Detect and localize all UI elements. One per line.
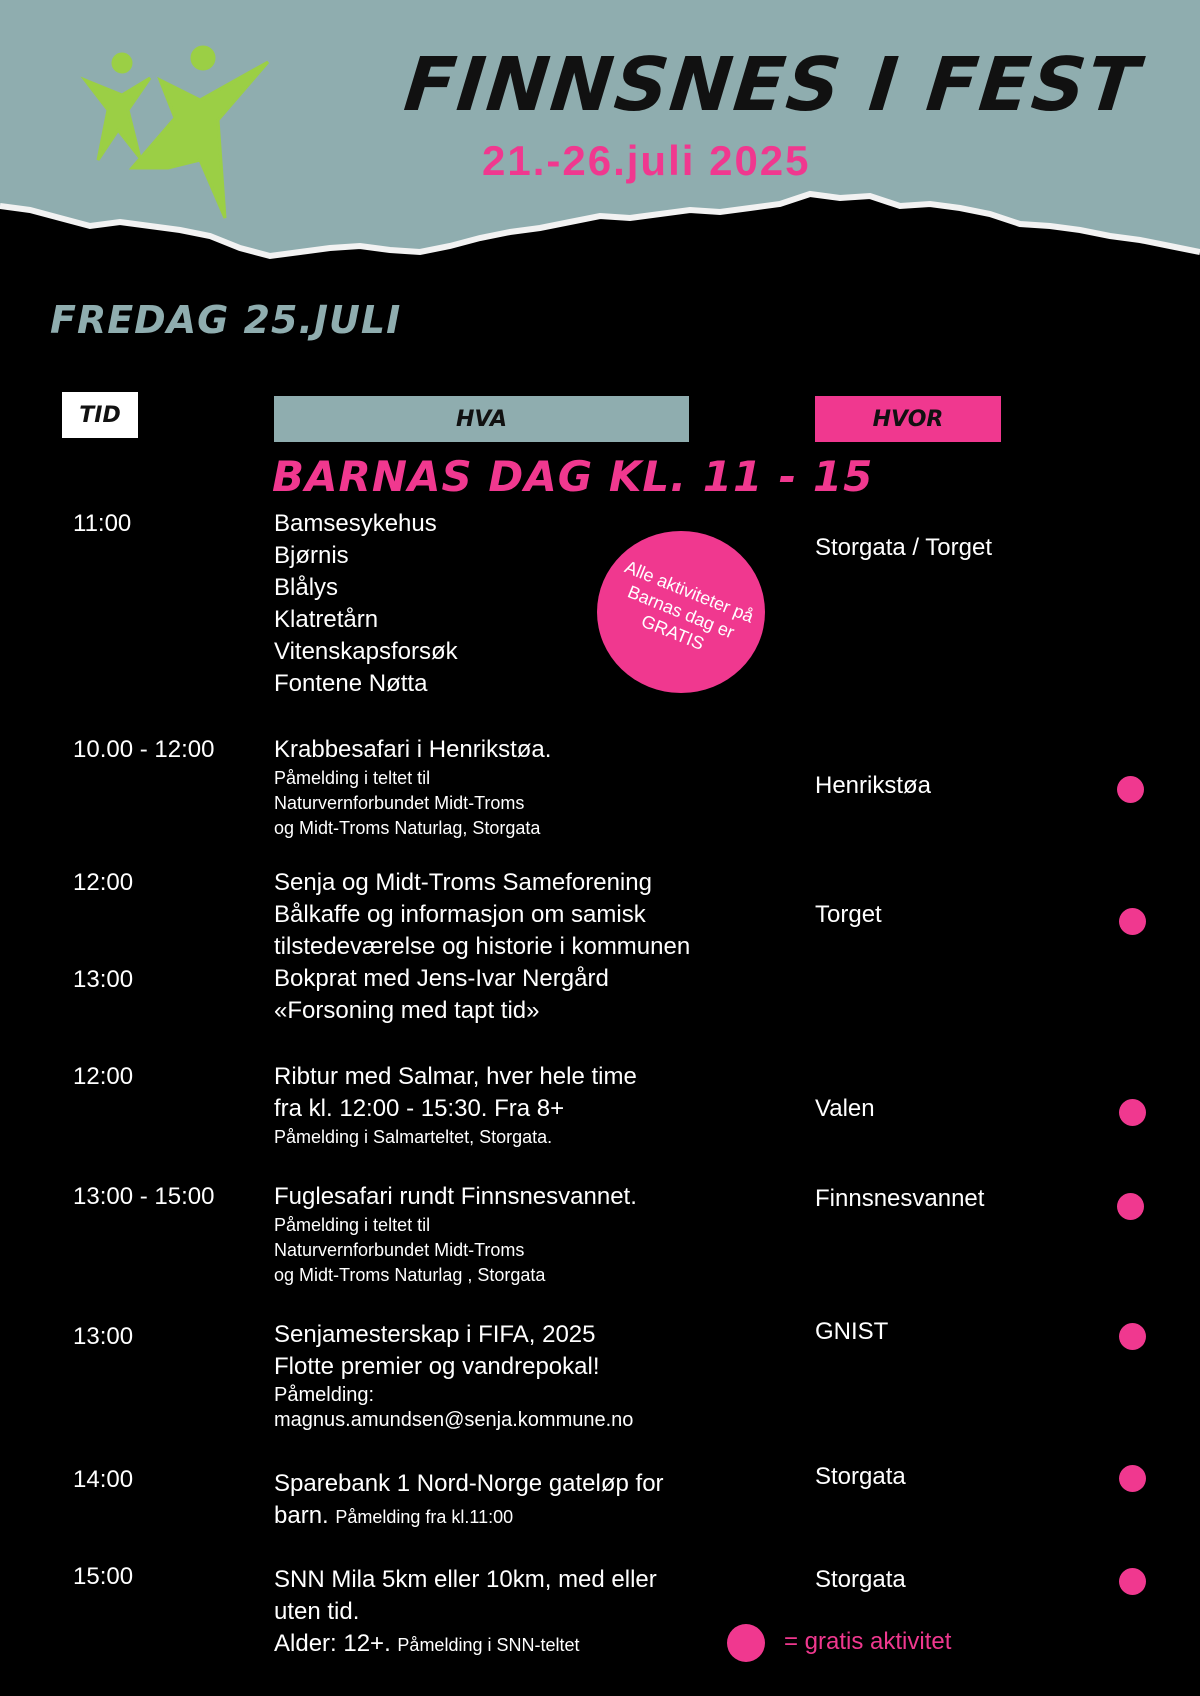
barnas-dag-activities [274, 508, 458, 700]
event-title: Krabbesafari i Henrikstøa. [274, 736, 552, 763]
event-detail: Naturvernforbundet Midt-Troms [274, 793, 525, 813]
event-detail: Påmelding i SNN-teltet [397, 1635, 580, 1655]
event-title: SNN Mila 5km eller 10km, med eller [274, 1566, 657, 1593]
event-title: Alder: 12+. [274, 1630, 391, 1657]
event-title: Senja og Midt-Troms Sameforening [274, 869, 652, 896]
event-dates: 21.-26.juli 2025 [482, 137, 811, 184]
free-activity-dot [1119, 1099, 1146, 1126]
event-location: Storgata [815, 1463, 906, 1490]
activity-item: Blålys [274, 574, 339, 601]
event-title: barn. [274, 1502, 329, 1529]
event-title: Senjamesterskap i FIFA, 2025 [274, 1321, 596, 1348]
barnas-dag-time: 11:00 [73, 510, 132, 537]
event-title: Bålkaffe og informasjon om samisk [274, 901, 646, 928]
event-time: 12:00 [73, 869, 134, 896]
column-header-tid: TID [62, 392, 138, 438]
event-detail: Påmelding i Salmarteltet, Storgata. [274, 1127, 553, 1147]
barnas-dag-location: Storgata / Torget [815, 534, 992, 561]
event-title: uten tid. [274, 1598, 360, 1625]
free-activity-dot [1119, 1465, 1146, 1492]
activity-item: Vitenskapsforsøk [274, 638, 458, 665]
legend-text: = gratis aktivitet [784, 1628, 952, 1655]
event-location: Finnsnesvannet [815, 1185, 985, 1212]
event-detail: og Midt-Troms Naturlag , Storgata [274, 1265, 546, 1285]
event-description [274, 1181, 637, 1288]
event-description [274, 867, 690, 1027]
event-location: Storgata [815, 1566, 906, 1593]
gratis-badge-text: Alle aktiviteter på Barnas dag er GRATIS [621, 556, 757, 654]
event-title: FINNSNES I FEST [400, 42, 1145, 128]
event-title: Fuglesafari rundt Finnsnesvannet. [274, 1183, 637, 1210]
day-title: FREDAG 25.JULI [50, 298, 402, 342]
event-location: Henrikstøa [815, 772, 932, 799]
column-header-hvor: HVOR [815, 396, 1001, 442]
event-time: 13:00 [73, 966, 134, 993]
event-description [274, 1319, 633, 1433]
event-title: Ribtur med Salmar, hver hele time [274, 1063, 637, 1090]
event-title-line [274, 1500, 664, 1532]
activity-item: Bamsesykehus [274, 510, 437, 537]
event-description [274, 1468, 664, 1532]
event-detail: Påmelding: [274, 1384, 375, 1406]
event-location: Valen [815, 1095, 875, 1122]
event-description [274, 734, 551, 841]
event-detail: Påmelding fra kl.11:00 [335, 1507, 514, 1527]
legend-dot [727, 1624, 765, 1662]
event-title-line [274, 1628, 657, 1660]
event-title: tilstedeværelse og historie i kommunen [274, 933, 691, 960]
column-header-hva: HVA [274, 396, 689, 442]
free-activity-dot [1119, 1323, 1146, 1350]
event-detail: Naturvernforbundet Midt-Troms [274, 1240, 525, 1260]
event-detail: Påmelding i teltet til [274, 768, 431, 788]
free-activity-dot [1117, 1193, 1144, 1220]
event-description [274, 1564, 657, 1660]
barnas-dag-title: BARNAS DAG KL. 11 - 15 [272, 452, 874, 501]
free-activity-dot [1117, 776, 1144, 803]
event-location: GNIST [815, 1318, 889, 1345]
event-title: «Forsoning med tapt tid» [274, 997, 540, 1024]
event-time: 13:00 - 15:00 [73, 1183, 215, 1210]
activity-item: Bjørnis [274, 542, 349, 569]
event-title: fra kl. 12:00 - 15:30. Fra 8+ [274, 1095, 565, 1122]
event-title: Flotte premier og vandrepokal! [274, 1353, 600, 1380]
event-time: 13:00 [73, 1323, 134, 1350]
event-detail: og Midt-Troms Naturlag, Storgata [274, 818, 541, 838]
event-time: 14:00 [73, 1466, 134, 1493]
event-description [274, 1061, 637, 1150]
gratis-badge [597, 531, 765, 693]
free-activity-dot [1119, 1568, 1146, 1595]
event-time: 10.00 - 12:00 [73, 736, 215, 763]
event-location: Torget [815, 901, 882, 928]
header [0, 0, 1200, 280]
event-time: 15:00 [73, 1563, 134, 1590]
event-detail: magnus.amundsen@senja.kommune.no [274, 1409, 634, 1431]
event-title: Bokprat med Jens-Ivar Nergård [274, 965, 609, 992]
event-time: 12:00 [73, 1063, 134, 1090]
activity-item: Klatretårn [274, 606, 379, 633]
activity-item: Fontene Nøtta [274, 670, 428, 697]
event-title: Sparebank 1 Nord-Norge gateløp for [274, 1470, 664, 1497]
event-detail: Påmelding i teltet til [274, 1215, 431, 1235]
free-activity-dot [1119, 908, 1146, 935]
